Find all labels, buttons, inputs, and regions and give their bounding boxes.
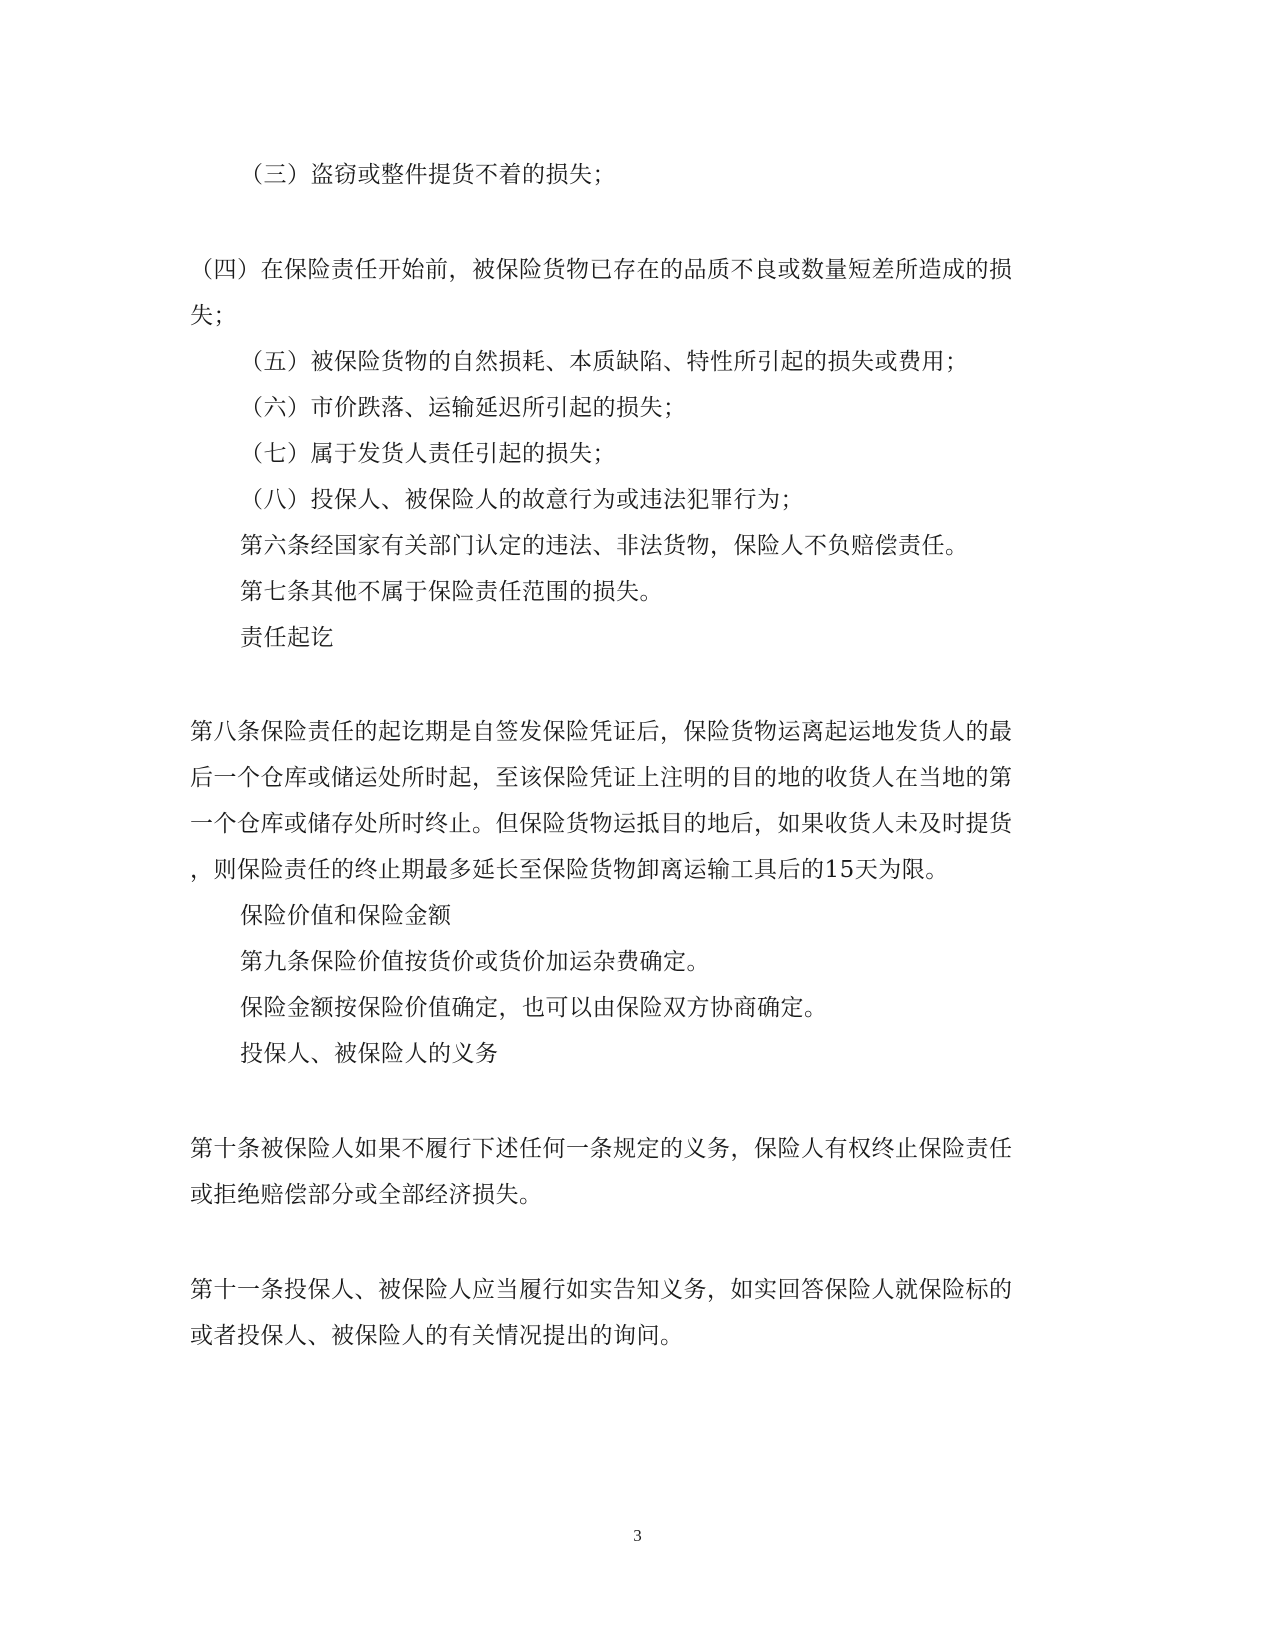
article-8-line-3: 一个仓库或储存处所时终止。但保险货物运抵目的地后，如果收货人未及时提货 (190, 811, 1013, 837)
article-9: 第九条保险价值按货价或货价加运杂费确定。 (240, 949, 710, 975)
article-10-line-2: 或拒绝赔偿部分或全部经济损失。 (190, 1182, 543, 1208)
article-11-line-1: 第十一条投保人、被保险人应当履行如实告知义务，如实回答保险人就保险标的 (190, 1277, 1013, 1303)
clause-item-5: （五）被保险货物的自然损耗、本质缺陷、特性所引起的损失或费用； (240, 349, 969, 375)
clause-item-7: （七）属于发货人责任引起的损失； (240, 441, 616, 467)
article-8-line-4: ，则保险责任的终止期最多延长至保险货物卸离运输工具后的15天为限。 (190, 857, 949, 883)
article-6: 第六条经国家有关部门认定的违法、非法货物，保险人不负赔偿责任。 (240, 533, 969, 559)
section-heading-liability-period: 责任起讫 (240, 625, 334, 651)
insured-amount-paragraph: 保险金额按保险价值确定，也可以由保险双方协商确定。 (240, 995, 828, 1021)
clause-item-8: （八）投保人、被保险人的故意行为或违法犯罪行为； (240, 487, 804, 513)
clause-item-6: （六）市价跌落、运输延迟所引起的损失； (240, 395, 687, 421)
article-10-line-1: 第十条被保险人如果不履行下述任何一条规定的义务，保险人有权终止保险责任 (190, 1136, 1013, 1162)
article-8-line-2: 后一个仓库或储运处所时起，至该保险凭证上注明的目的地的收货人在当地的第 (190, 765, 1013, 791)
clause-item-3: （三）盗窃或整件提货不着的损失； (240, 162, 616, 188)
section-heading-insured-value: 保险价值和保险金额 (240, 903, 452, 929)
article-11-line-2: 或者投保人、被保险人的有关情况提出的询问。 (190, 1323, 684, 1349)
page-number: 3 (633, 1526, 642, 1545)
clause-item-4-line-1: （四）在保险责任开始前，被保险货物已存在的品质不良或数量短差所造成的损 (190, 257, 1013, 283)
clause-item-4-line-2: 失； (190, 303, 237, 329)
article-8-line-1: 第八条保险责任的起讫期是自签发保险凭证后，保险货物运离起运地发货人的最 (190, 719, 1013, 745)
article-7: 第七条其他不属于保险责任范围的损失。 (240, 579, 663, 605)
section-heading-obligations: 投保人、被保险人的义务 (240, 1041, 499, 1067)
